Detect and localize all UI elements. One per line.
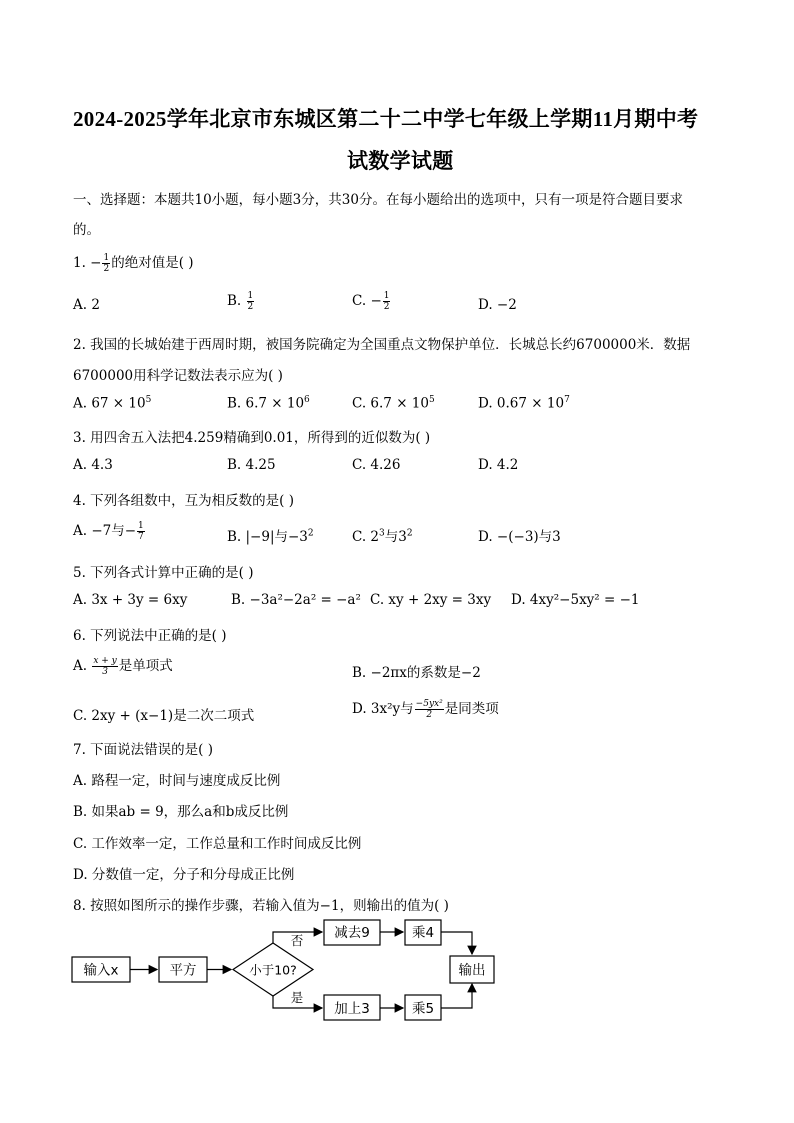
q1-stem-tail: 的绝对值是( ) (111, 255, 194, 271)
flowchart-diagram (60, 915, 520, 1030)
q2-option-a: A. $67 \times 10^5$ (73, 395, 152, 412)
flow-arrow-times5-output (441, 984, 472, 1008)
q4-stem: 4. 下列各组数中，互为相反数的是( ) (73, 493, 294, 509)
q7-stem: 7. 下面说法错误的是( ) (73, 742, 213, 758)
q1-fraction: $\frac{1}{2}$ (103, 253, 110, 274)
flow-output-label: 输出 (458, 962, 486, 979)
flow-plus3-label: 加上3 (334, 1001, 370, 1017)
flow-no-label: 否 (290, 933, 304, 948)
flow-times5-label: 乘5 (411, 1001, 435, 1017)
q2-stem-line2: 6700000用科学记数法表示应为( ) (73, 368, 283, 384)
q8-stem: 8. 按照如图所示的操作步骤，若输入值为−1，则输出的值为( ) (73, 898, 449, 914)
q5-option-d: D. 4xy²−5xy² = −1 (511, 592, 640, 608)
q2-option-d: D. $0.67 \times 10^7$ (478, 395, 570, 412)
q1-option-b: B. $\frac{1}{2}$ (227, 291, 254, 312)
flow-square-label: 平方 (169, 962, 197, 979)
q7-option-c: C. 工作效率一定，工作总量和工作时间成反比例 (73, 836, 362, 852)
q7-option-a: A. 路程一定，时间与速度成反比例 (73, 773, 281, 789)
q3-option-d: D. 4.2 (478, 457, 519, 473)
q5-stem: 5. 下列各式计算中正确的是( ) (73, 565, 254, 581)
q2-stem-line1: 2. 我国的长城始建于西周时期，被国务院确定为全国重点文物保护单位．长城总长约6700000米．数据 (73, 337, 691, 353)
q1-option-c: C. − $\frac{1}{2}$ (352, 291, 390, 312)
q7-option-b: B. 如果ab = 9，那么a和b成反比例 (73, 804, 289, 820)
q4-option-a: A. −7与− $\frac{1}{7}$ (73, 521, 144, 542)
q1-option-a: A. 2 (73, 297, 100, 313)
flow-yes-label: 是 (290, 990, 304, 1005)
q4-option-b: B. |−9|与$-3^2$ (227, 528, 314, 545)
q1-option-d: D. −2 (478, 297, 517, 313)
q6-option-b: B. −2πx的系数是−2 (352, 665, 481, 681)
q3-option-b: B. 4.25 (227, 457, 276, 473)
q6-option-c: C. 2xy + (x−1)是二次二项式 (73, 708, 255, 724)
flow-minus9-label: 减去9 (334, 925, 370, 941)
q5-option-b: B. −3a²−2a² = −a² (231, 592, 361, 608)
section-heading-line1: 一、选择题：本题共10小题，每小题3分，共30分。在每小题给出的选项中，只有一项是符合题目要求 (73, 192, 683, 208)
q4-option-c: C. $2^3$与$3^2$ (352, 528, 413, 545)
q6-stem: 6. 下列说法中正确的是( ) (73, 628, 227, 644)
q3-stem: 3. 用四舍五入法把4.259精确到0.01，所得到的近似数为( ) (73, 430, 431, 446)
flow-input-label: 输入x (83, 962, 119, 979)
q4-option-d: D. −(−3)与3 (478, 529, 561, 545)
q2-option-c: C. $6.7 \times 10^5$ (352, 395, 435, 412)
q3-option-c: C. 4.26 (352, 457, 401, 473)
section-heading-line2: 的。 (73, 222, 100, 238)
flow-times4-label: 乘4 (411, 925, 435, 941)
q2-option-b: B. $6.7 \times 10^6$ (227, 395, 310, 412)
q3-option-a: A. 4.3 (73, 457, 113, 473)
q5-option-a: A. 3x + 3y = 6xy (73, 592, 188, 608)
q5-option-c: C. xy + 2xy = 3xy (370, 592, 492, 608)
flow-arrow-times4-output (441, 932, 472, 954)
page-title-line2: 试数学试题 (347, 149, 454, 173)
q6-option-d: D. 3x²y与 $\frac{\text{−5yx²}}{2}$ 是同类项 (352, 699, 499, 720)
q1-stem: 1. − $\frac{1}{2}$ 的绝对值是( ) (73, 253, 194, 274)
q7-option-d: D. 分数值一定，分子和分母成正比例 (73, 867, 295, 883)
flow-decision-label: 小于10? (249, 962, 297, 978)
q1-number: 1. (73, 255, 91, 271)
page-title-line1: 2024-2025学年北京市东城区第二十二中学七年级上学期11月期中考 (73, 107, 699, 131)
q6-option-a: A. $\frac{x + y}{3}$ 是单项式 (73, 656, 173, 677)
